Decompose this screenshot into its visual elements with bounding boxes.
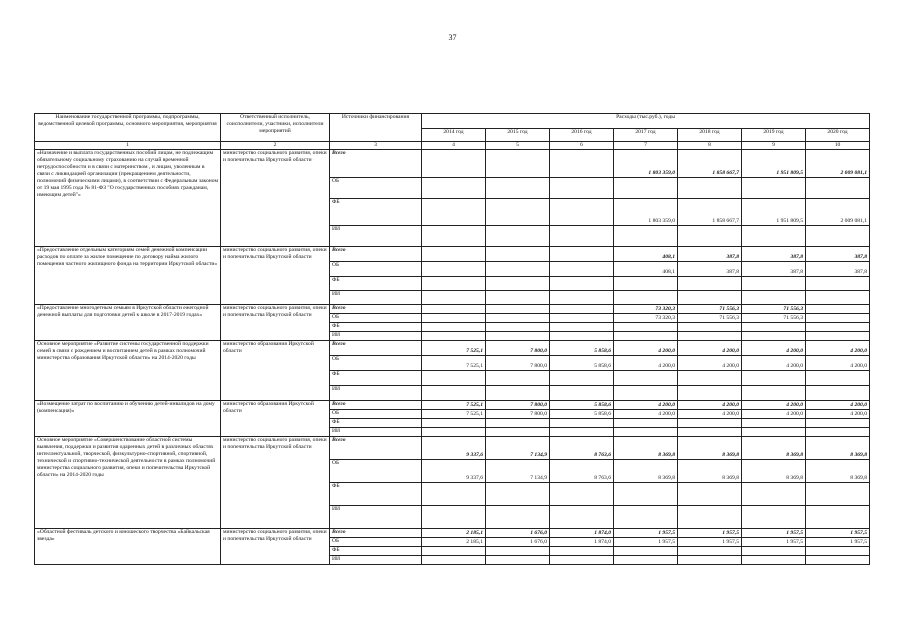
expense-value <box>550 386 614 401</box>
responsible-executor: министерство социального развития, опеки и попечительства Иркутской области <box>221 247 330 305</box>
header-program: Наименование государственной программы, подпрограммы, ведомственной целевой программы, основного мероприятия, мероприятия <box>35 114 221 142</box>
expense-value <box>422 305 486 314</box>
expense-value <box>486 262 550 277</box>
expense-value <box>422 178 486 199</box>
expense-value: 4 200,0 <box>806 401 870 410</box>
expense-value <box>422 332 486 341</box>
expense-value: 2 009 081,1 <box>806 150 870 178</box>
expense-value <box>614 371 678 386</box>
expense-value <box>486 483 550 506</box>
expense-value <box>678 506 742 529</box>
expense-value <box>550 556 614 565</box>
expense-value <box>806 506 870 529</box>
expense-value: 8 369,8 <box>614 437 678 460</box>
funding-source: ИИ <box>330 506 422 529</box>
funding-source: ИИ <box>330 332 422 341</box>
measure-name: Основное мероприятие «Развитие системы государственной поддержки семей в связи с рождением и воспитанием детей в рамках полномочий министерства образования Иркутской области» на 2014-2020 годы <box>35 341 221 401</box>
expense-value: 1 951 809,5 <box>742 199 806 226</box>
expense-value: 1 957,5 <box>678 538 742 547</box>
expense-value: 387,8 <box>678 247 742 262</box>
expense-value <box>550 178 614 199</box>
expense-value <box>742 386 806 401</box>
expense-value: 4 200,0 <box>678 401 742 410</box>
expense-value: 1 874,0 <box>550 538 614 547</box>
expense-value <box>550 199 614 226</box>
expense-value <box>614 323 678 332</box>
expense-value: 1 957,5 <box>806 538 870 547</box>
expense-value: 8 369,8 <box>806 460 870 483</box>
expense-value: 73 320,3 <box>614 314 678 323</box>
expense-value <box>678 371 742 386</box>
expense-value: 387,8 <box>678 262 742 277</box>
expense-value <box>486 247 550 262</box>
expense-value <box>422 323 486 332</box>
expense-value <box>486 314 550 323</box>
expense-value <box>678 332 742 341</box>
expenses-table <box>34 113 870 565</box>
expense-value: 8 369,8 <box>614 460 678 483</box>
expense-value <box>550 314 614 323</box>
expense-value <box>550 547 614 556</box>
funding-source: Всего <box>330 437 422 460</box>
header-year: 2014 год <box>422 129 486 142</box>
table-row <box>35 305 870 314</box>
expense-value <box>678 291 742 305</box>
expense-value: 71 556,3 <box>742 305 806 314</box>
expense-value <box>742 483 806 506</box>
expense-value <box>614 428 678 437</box>
column-index: 10 <box>806 142 870 150</box>
expense-value: 7 800,0 <box>486 410 550 419</box>
header-responsible: Ответственный исполнитель, соисполнители, участники, исполнители мероприятий <box>221 114 330 142</box>
expense-value <box>742 323 806 332</box>
expense-value <box>742 547 806 556</box>
column-index: 4 <box>422 142 486 150</box>
expense-value <box>742 226 806 247</box>
expense-value <box>806 332 870 341</box>
table-row <box>35 247 870 262</box>
expense-value <box>422 226 486 247</box>
expense-value <box>614 483 678 506</box>
expense-value: 1 858 667,7 <box>678 199 742 226</box>
funding-source: Всего <box>330 401 422 410</box>
expense-value: 4 200,0 <box>742 341 806 356</box>
expense-value: 387,8 <box>742 247 806 262</box>
funding-source: Всего <box>330 341 422 356</box>
responsible-executor: министерство образования Иркутской области <box>221 401 330 437</box>
expense-value <box>422 262 486 277</box>
expense-value: 4 200,0 <box>614 356 678 371</box>
responsible-executor: министерство социального развития, опеки и попечительства Иркутской области <box>221 150 330 247</box>
expense-value <box>422 428 486 437</box>
measure-name: «Предоставление отдельным категориям семей денежной компенсации расходов по оплате за жилое помещение по договору найма жилого помещения частного жилищного фонда на территории Иркутской области» <box>35 247 221 305</box>
expense-value <box>422 277 486 291</box>
expense-value <box>742 332 806 341</box>
funding-source: ОБ <box>330 356 422 371</box>
expense-value: 387,8 <box>742 262 806 277</box>
expense-value: 7 525,1 <box>422 401 486 410</box>
expense-value <box>550 291 614 305</box>
funding-source: ОБ <box>330 410 422 419</box>
expense-value <box>678 386 742 401</box>
measure-name: «Возмещение затрат по воспитанию и обучению детей-инвалидов на дому (компенсация)» <box>35 401 221 437</box>
expense-value <box>614 419 678 428</box>
expense-value: 8 369,8 <box>806 437 870 460</box>
expense-value <box>422 247 486 262</box>
expense-value: 1 957,5 <box>614 538 678 547</box>
expense-value <box>614 386 678 401</box>
expense-value <box>550 332 614 341</box>
table-row <box>35 401 870 410</box>
expense-value <box>806 419 870 428</box>
column-index: 1 <box>35 142 221 150</box>
expense-value <box>806 371 870 386</box>
expense-value: 5 858,6 <box>550 410 614 419</box>
expense-value <box>486 371 550 386</box>
expense-value <box>614 226 678 247</box>
expense-value: 1 803 359,0 <box>614 150 678 178</box>
funding-source: ФБ <box>330 199 422 226</box>
expense-value <box>550 277 614 291</box>
expense-value: 8 369,8 <box>678 460 742 483</box>
expense-value: 4 200,0 <box>742 356 806 371</box>
expense-value <box>806 226 870 247</box>
expense-value: 7 525,1 <box>422 356 486 371</box>
header-year: 2016 год <box>550 129 614 142</box>
expense-value: 4 200,0 <box>678 356 742 371</box>
expense-value: 5 858,6 <box>550 401 614 410</box>
funding-source: ФБ <box>330 419 422 428</box>
expense-value: 2 185,1 <box>422 538 486 547</box>
expense-value <box>486 547 550 556</box>
funding-source: ОБ <box>330 262 422 277</box>
funding-source: ФБ <box>330 277 422 291</box>
expense-value: 71 556,3 <box>742 314 806 323</box>
expense-value <box>678 419 742 428</box>
expense-value: 408,1 <box>614 247 678 262</box>
expense-value <box>742 506 806 529</box>
expense-value: 7 800,0 <box>486 356 550 371</box>
expense-value <box>742 419 806 428</box>
expense-value <box>486 199 550 226</box>
expense-value: 9 337,6 <box>422 460 486 483</box>
column-index: 3 <box>330 142 422 150</box>
expense-value <box>486 332 550 341</box>
header-source: Источники финансирования <box>330 114 422 142</box>
expense-value <box>486 305 550 314</box>
expense-value <box>806 314 870 323</box>
expense-value: 1 803 359,0 <box>614 199 678 226</box>
expense-value <box>486 178 550 199</box>
funding-source: ИИ <box>330 556 422 565</box>
expense-value <box>486 419 550 428</box>
header-year: 2020 год <box>806 129 870 142</box>
expense-value: 8 369,8 <box>742 460 806 483</box>
measure-name: «Назначение и выплата государственных пособий лицам, не подлежащим обязательному социальному страхованию на случай временной нетрудоспособности и в связи с материнством , и лицам, уволенным в связи с ликвидацией организации (прекращением деятельности, полномочий физическими лицами), в соответствии с Федеральным законом от 19 мая 1995 года № 81-ФЗ "О государственных пособиях гражданам, имеющим детей"» <box>35 150 221 247</box>
header-year: 2015 год <box>486 129 550 142</box>
expense-value <box>550 323 614 332</box>
expense-value <box>614 277 678 291</box>
measure-name: Основное мероприятие «Совершенствование областной системы выявления, поддержки и развития одаренных детей в различных областях интеллектуальной, творческой, физкультурно-спортивной, спортивной, технической и спортивно-технической деятельности в рамках полномочий министерства социального развития, опеки и попечительства Иркутской области» на 2014-2020 годы <box>35 437 221 529</box>
expense-value: 8 763,6 <box>550 460 614 483</box>
expense-value: 4 200,0 <box>806 341 870 356</box>
expense-value <box>422 506 486 529</box>
expense-value <box>614 556 678 565</box>
expense-value: 1 951 809,5 <box>742 150 806 178</box>
expense-value <box>806 277 870 291</box>
funding-source: ОБ <box>330 460 422 483</box>
expense-value <box>550 247 614 262</box>
expense-value: 8 369,8 <box>678 437 742 460</box>
expense-value <box>742 371 806 386</box>
measure-name: «Областной фестиваль детского и юношеского творчества «Байкальская звезда» <box>35 529 221 565</box>
expense-value <box>678 323 742 332</box>
expense-value <box>486 386 550 401</box>
expense-value: 5 858,6 <box>550 341 614 356</box>
expense-value <box>550 226 614 247</box>
expense-value: 1 858 667,7 <box>678 150 742 178</box>
expense-value <box>550 150 614 178</box>
expense-value: 408,1 <box>614 262 678 277</box>
responsible-executor: министерство образования Иркутской области <box>221 341 330 401</box>
expense-value: 4 200,0 <box>614 401 678 410</box>
expense-value: 4 200,0 <box>678 410 742 419</box>
expense-value: 7 134,9 <box>486 460 550 483</box>
table-row <box>35 437 870 460</box>
expense-value: 1 957,5 <box>678 529 742 538</box>
expense-value <box>614 506 678 529</box>
expense-value <box>806 305 870 314</box>
column-index: 7 <box>614 142 678 150</box>
expense-value <box>486 323 550 332</box>
expense-value <box>678 556 742 565</box>
expense-value <box>742 178 806 199</box>
expense-value: 7 800,0 <box>486 341 550 356</box>
expense-value <box>806 291 870 305</box>
expense-value <box>806 547 870 556</box>
expense-value: 8 369,8 <box>742 437 806 460</box>
expense-value: 4 200,0 <box>614 410 678 419</box>
expense-value: 4 200,0 <box>806 410 870 419</box>
expense-value <box>486 150 550 178</box>
column-index: 6 <box>550 142 614 150</box>
expense-value <box>422 314 486 323</box>
responsible-executor: министерство социального развития, опеки и попечительства Иркутской области <box>221 305 330 341</box>
expense-value <box>550 506 614 529</box>
funding-source: ОБ <box>330 178 422 199</box>
funding-source: Всего <box>330 247 422 262</box>
expense-value <box>806 178 870 199</box>
expense-value <box>678 226 742 247</box>
expense-value: 71 556,3 <box>678 314 742 323</box>
expense-value: 387,8 <box>806 262 870 277</box>
expense-value <box>486 506 550 529</box>
expense-value: 4 200,0 <box>742 410 806 419</box>
expense-value <box>486 428 550 437</box>
expense-value <box>678 277 742 291</box>
expense-value <box>422 556 486 565</box>
header-year: 2019 год <box>742 129 806 142</box>
table-row <box>35 150 870 178</box>
expense-value: 2 185,1 <box>422 529 486 538</box>
expense-value: 2 009 081,1 <box>806 199 870 226</box>
expense-value: 5 858,6 <box>550 356 614 371</box>
expense-value <box>678 178 742 199</box>
table-row <box>35 341 870 356</box>
funding-source: ОБ <box>330 538 422 547</box>
expense-value <box>422 371 486 386</box>
table-row <box>35 529 870 538</box>
funding-source: Всего <box>330 529 422 538</box>
column-index: 9 <box>742 142 806 150</box>
expense-value: 7 525,1 <box>422 341 486 356</box>
expense-value <box>678 547 742 556</box>
expense-value <box>550 419 614 428</box>
expense-value <box>422 291 486 305</box>
expense-value: 9 337,6 <box>422 437 486 460</box>
expense-value <box>422 483 486 506</box>
expense-value <box>678 428 742 437</box>
expense-value <box>550 262 614 277</box>
expense-value <box>806 323 870 332</box>
expense-value <box>742 428 806 437</box>
header-expenses: Расходы (тыс.руб.), годы <box>422 114 870 129</box>
expense-value <box>614 332 678 341</box>
expense-value <box>806 428 870 437</box>
expense-value <box>742 277 806 291</box>
expense-value <box>614 291 678 305</box>
page-number: 37 <box>448 33 457 42</box>
expense-value <box>486 226 550 247</box>
expense-value <box>550 371 614 386</box>
funding-source: ИИ <box>330 386 422 401</box>
responsible-executor: министерство социального развития, опеки и попечительства Иркутской области <box>221 529 330 565</box>
expense-value <box>422 386 486 401</box>
expense-value <box>806 556 870 565</box>
expense-value: 1 957,5 <box>742 529 806 538</box>
funding-source: ФБ <box>330 371 422 386</box>
column-index: 2 <box>221 142 330 150</box>
header-year: 2018 год <box>678 129 742 142</box>
expense-value <box>614 178 678 199</box>
expense-value <box>742 556 806 565</box>
funding-source: ИИ <box>330 428 422 437</box>
expense-value <box>550 305 614 314</box>
column-index: 8 <box>678 142 742 150</box>
header-year: 2017 год <box>614 129 678 142</box>
expense-value: 4 200,0 <box>742 401 806 410</box>
expense-value: 7 800,0 <box>486 401 550 410</box>
expense-value: 73 320,3 <box>614 305 678 314</box>
responsible-executor: министерство социального развития, опеки и попечительства Иркутской области <box>221 437 330 529</box>
expense-value <box>422 150 486 178</box>
expense-value: 7 134,9 <box>486 437 550 460</box>
funding-source: Всего <box>330 305 422 314</box>
expense-value: 4 200,0 <box>806 356 870 371</box>
expense-value <box>422 547 486 556</box>
expense-value: 1 957,5 <box>806 529 870 538</box>
expense-value <box>422 199 486 226</box>
expense-value <box>486 556 550 565</box>
funding-source: ФБ <box>330 547 422 556</box>
expense-value: 1 874,0 <box>550 529 614 538</box>
expense-value <box>486 291 550 305</box>
expense-value <box>422 419 486 428</box>
expense-value: 1 957,5 <box>614 529 678 538</box>
expense-value: 1 676,0 <box>486 529 550 538</box>
expense-value: 7 525,1 <box>422 410 486 419</box>
expense-value: 387,8 <box>806 247 870 262</box>
expense-value: 8 763,6 <box>550 437 614 460</box>
funding-source: ОБ <box>330 314 422 323</box>
expense-value <box>550 483 614 506</box>
funding-source: ИИ <box>330 226 422 247</box>
expense-value <box>550 428 614 437</box>
expense-value <box>742 291 806 305</box>
expense-value: 4 200,0 <box>614 341 678 356</box>
funding-source: ФБ <box>330 323 422 332</box>
expense-value <box>678 483 742 506</box>
column-index: 5 <box>486 142 550 150</box>
expense-value: 1 957,5 <box>742 538 806 547</box>
expense-value <box>614 547 678 556</box>
expense-value: 71 556,3 <box>678 305 742 314</box>
expense-value <box>486 277 550 291</box>
funding-source: ИИ <box>330 291 422 305</box>
funding-source: Всего <box>330 150 422 178</box>
expense-value: 4 200,0 <box>678 341 742 356</box>
funding-source: ФБ <box>330 483 422 506</box>
expense-value: 1 676,0 <box>486 538 550 547</box>
expense-value <box>806 386 870 401</box>
measure-name: «Предоставление многодетным семьям в Иркутской области ежегодной денежной выплаты для подготовки детей к школе в 2017-2019 годах» <box>35 305 221 341</box>
expense-value <box>806 483 870 506</box>
